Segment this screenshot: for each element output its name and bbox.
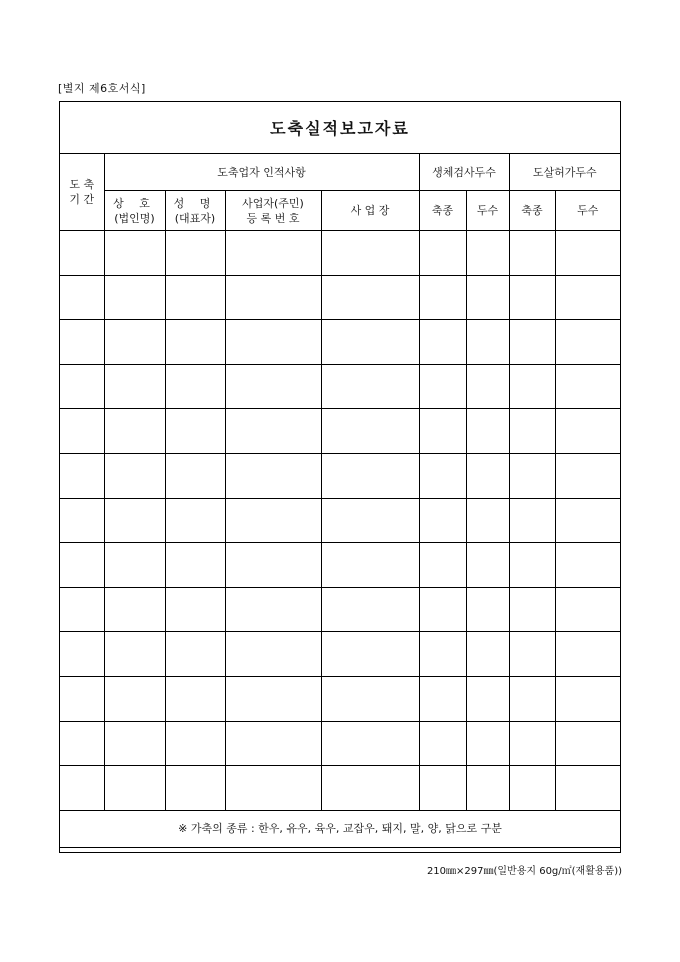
table-cell[interactable]: [419, 766, 466, 811]
header-trade-name: [104, 191, 165, 231]
table-cell[interactable]: [466, 409, 509, 454]
report-form: [59, 101, 621, 853]
livestock-note: ※ 가축의 종류 : 한우, 유우, 육우, 교잡우, 돼지, 말, 양, 닭으로 구분: [60, 810, 620, 847]
table-cell[interactable]: [321, 587, 419, 632]
table-cell[interactable]: [104, 632, 165, 677]
table-cell[interactable]: [466, 320, 509, 365]
table-cell[interactable]: [555, 632, 620, 677]
report-table: [60, 154, 620, 848]
table-cell[interactable]: [509, 766, 555, 811]
table-cell[interactable]: [509, 320, 555, 365]
table-cell[interactable]: [419, 676, 466, 721]
table-cell[interactable]: [466, 587, 509, 632]
table-cell[interactable]: [60, 364, 104, 409]
table-cell[interactable]: [321, 409, 419, 454]
header-representative: [165, 191, 225, 231]
table-row: [60, 676, 620, 721]
table-cell[interactable]: [165, 498, 225, 543]
table-cell[interactable]: [555, 498, 620, 543]
table-cell[interactable]: [104, 409, 165, 454]
table-cell[interactable]: [225, 543, 321, 588]
table-row: [60, 721, 620, 766]
header-permit: 도살허가두수: [509, 154, 620, 191]
table-cell[interactable]: [60, 676, 104, 721]
table-cell[interactable]: [165, 320, 225, 365]
table-cell[interactable]: [165, 676, 225, 721]
table-cell[interactable]: [60, 409, 104, 454]
table-cell[interactable]: [321, 676, 419, 721]
header-business-info: 도축업자 인적사항: [104, 154, 419, 191]
table-cell[interactable]: [60, 231, 104, 276]
table-cell[interactable]: [321, 320, 419, 365]
header-registration-no-line1: 사업자(주민): [242, 196, 304, 210]
table-cell[interactable]: [555, 587, 620, 632]
table-cell[interactable]: [225, 453, 321, 498]
table-cell[interactable]: [104, 453, 165, 498]
table-cell[interactable]: [165, 453, 225, 498]
table-cell[interactable]: [509, 275, 555, 320]
table-row: [60, 498, 620, 543]
header-species-1: 축종: [419, 191, 466, 231]
table-cell[interactable]: [60, 498, 104, 543]
table-cell[interactable]: [509, 231, 555, 276]
table-cell[interactable]: [555, 409, 620, 454]
header-period: [60, 154, 104, 231]
table-cell[interactable]: [165, 766, 225, 811]
header-inspection: 생체검사두수: [419, 154, 509, 191]
table-cell[interactable]: [555, 453, 620, 498]
table-cell[interactable]: [321, 275, 419, 320]
table-cell[interactable]: [321, 498, 419, 543]
table-cell[interactable]: [509, 721, 555, 766]
table-cell[interactable]: [225, 766, 321, 811]
table-cell[interactable]: [165, 587, 225, 632]
table-cell[interactable]: [509, 409, 555, 454]
table-cell[interactable]: [225, 587, 321, 632]
table-cell[interactable]: [419, 364, 466, 409]
table-cell[interactable]: [509, 364, 555, 409]
table-cell[interactable]: [165, 364, 225, 409]
table-cell[interactable]: [321, 453, 419, 498]
table-cell[interactable]: [321, 766, 419, 811]
table-cell[interactable]: [419, 498, 466, 543]
table-row: [60, 766, 620, 811]
table-cell[interactable]: [225, 676, 321, 721]
table-cell[interactable]: [104, 275, 165, 320]
table-cell[interactable]: [104, 766, 165, 811]
table-row: [60, 320, 620, 365]
table-row: [60, 364, 620, 409]
form-title: 도축실적보고자료: [270, 119, 410, 138]
table-cell[interactable]: [419, 231, 466, 276]
table-cell[interactable]: [509, 632, 555, 677]
table-cell[interactable]: [466, 721, 509, 766]
header-count-2: 두수: [555, 191, 620, 231]
table-cell[interactable]: [60, 587, 104, 632]
table-cell[interactable]: [466, 275, 509, 320]
table-cell[interactable]: [321, 543, 419, 588]
header-representative-line2: (대표자): [174, 211, 216, 225]
table-row: [60, 543, 620, 588]
table-cell[interactable]: [419, 632, 466, 677]
table-cell[interactable]: [225, 409, 321, 454]
header-trade-name-line2: (법인명): [114, 211, 155, 225]
table-cell[interactable]: [466, 676, 509, 721]
table-cell[interactable]: [509, 453, 555, 498]
table-cell[interactable]: [321, 364, 419, 409]
table-cell[interactable]: [321, 231, 419, 276]
table-cell[interactable]: [509, 498, 555, 543]
table-cell[interactable]: [555, 275, 620, 320]
table-cell[interactable]: [466, 543, 509, 588]
table-cell[interactable]: [466, 231, 509, 276]
header-period-line1: 도 축: [69, 178, 95, 191]
form-number-label: [별지 제6호서식]: [58, 82, 146, 95]
table-cell[interactable]: [60, 721, 104, 766]
table-cell[interactable]: [321, 632, 419, 677]
header-row-1: [60, 154, 620, 191]
header-registration-no-line2: 등 록 번 호: [246, 211, 300, 225]
table-cell[interactable]: [165, 632, 225, 677]
table-cell[interactable]: [104, 320, 165, 365]
table-row: [60, 587, 620, 632]
table-cell[interactable]: [419, 409, 466, 454]
table-cell[interactable]: [104, 676, 165, 721]
table-cell[interactable]: [555, 766, 620, 811]
table-cell[interactable]: [555, 543, 620, 588]
data-rows: [60, 231, 620, 811]
table-cell[interactable]: [60, 275, 104, 320]
table-cell[interactable]: [225, 320, 321, 365]
table-cell[interactable]: [104, 543, 165, 588]
table-cell[interactable]: [419, 320, 466, 365]
header-count-1: 두수: [466, 191, 509, 231]
table-cell[interactable]: [60, 453, 104, 498]
table-cell[interactable]: [466, 498, 509, 543]
table-cell[interactable]: [225, 721, 321, 766]
note-row: [60, 810, 620, 847]
header-species-2: 축종: [509, 191, 555, 231]
header-representative-line1: 성 명: [173, 196, 217, 210]
table-cell[interactable]: [509, 543, 555, 588]
table-cell[interactable]: [165, 275, 225, 320]
table-cell[interactable]: [165, 543, 225, 588]
table-cell[interactable]: [555, 231, 620, 276]
table-cell[interactable]: [419, 587, 466, 632]
header-row-2: [60, 191, 620, 231]
table-cell[interactable]: [555, 676, 620, 721]
table-cell[interactable]: [104, 721, 165, 766]
table-cell[interactable]: [466, 364, 509, 409]
table-cell[interactable]: [509, 587, 555, 632]
table-cell[interactable]: [225, 231, 321, 276]
table-cell[interactable]: [555, 721, 620, 766]
table-cell[interactable]: [509, 676, 555, 721]
table-cell[interactable]: [60, 543, 104, 588]
table-cell[interactable]: [60, 766, 104, 811]
table-cell[interactable]: [419, 543, 466, 588]
header-trade-name-line1: 상 호: [113, 196, 156, 210]
table-cell[interactable]: [104, 587, 165, 632]
table-cell[interactable]: [104, 231, 165, 276]
table-cell[interactable]: [466, 453, 509, 498]
table-cell[interactable]: [419, 275, 466, 320]
table-row: [60, 409, 620, 454]
table-cell[interactable]: [104, 498, 165, 543]
table-cell[interactable]: [466, 632, 509, 677]
table-cell[interactable]: [60, 320, 104, 365]
table-cell[interactable]: [165, 721, 225, 766]
table-row: [60, 231, 620, 276]
title-row: [60, 102, 620, 154]
table-cell[interactable]: [466, 766, 509, 811]
table-cell[interactable]: [321, 721, 419, 766]
table-cell[interactable]: [60, 632, 104, 677]
table-cell[interactable]: [225, 632, 321, 677]
table-cell[interactable]: [225, 275, 321, 320]
table-cell[interactable]: [419, 721, 466, 766]
table-cell[interactable]: [555, 320, 620, 365]
table-row: [60, 632, 620, 677]
header-period-line2: 기 간: [69, 193, 95, 206]
header-workplace: 사 업 장: [321, 191, 419, 231]
table-cell[interactable]: [165, 231, 225, 276]
table-cell[interactable]: [225, 364, 321, 409]
table-cell[interactable]: [225, 498, 321, 543]
table-row: [60, 275, 620, 320]
table-cell[interactable]: [419, 453, 466, 498]
table-cell[interactable]: [555, 364, 620, 409]
table-cell[interactable]: [104, 364, 165, 409]
table-cell[interactable]: [165, 409, 225, 454]
table-row: [60, 453, 620, 498]
header-registration-no: [225, 191, 321, 231]
paper-spec-footer: 210㎜×297㎜(일반용지 60g/㎡(재활용품)): [426, 866, 622, 877]
